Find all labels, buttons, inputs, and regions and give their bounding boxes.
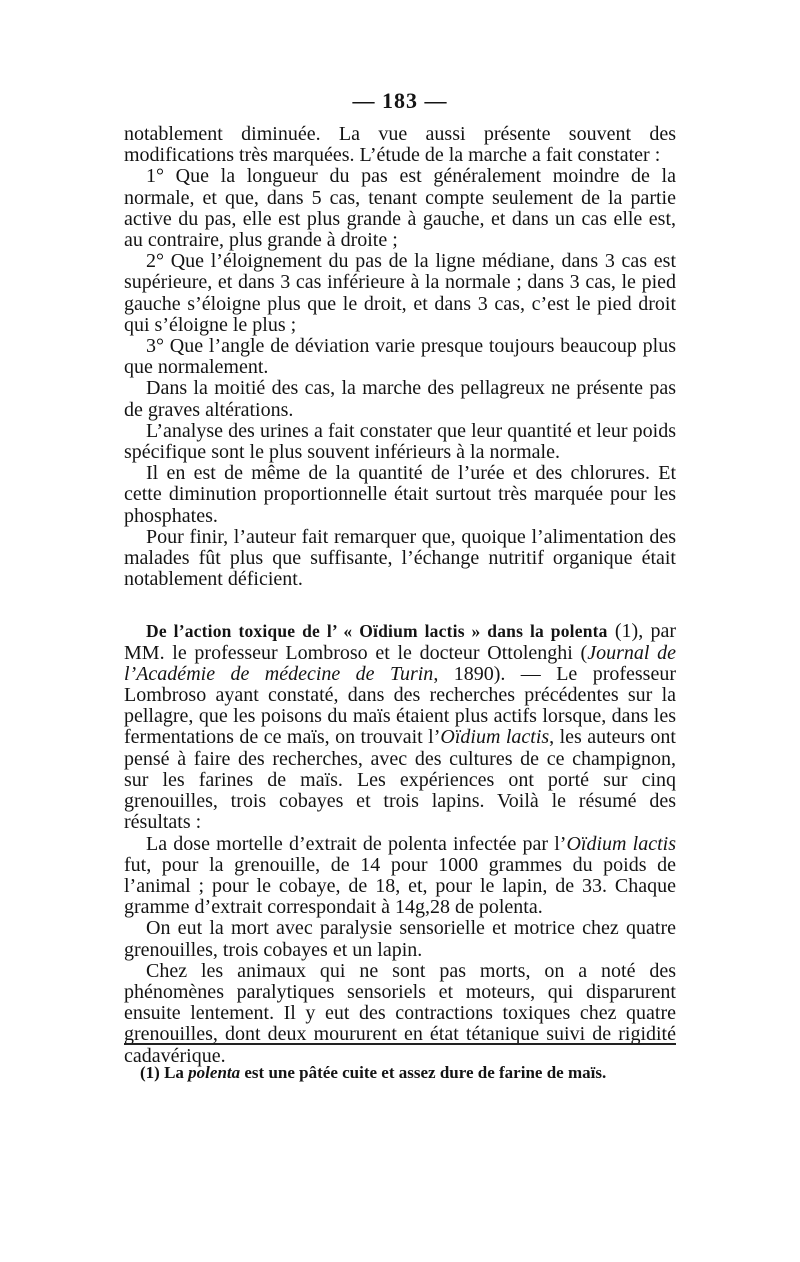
dose-text: fut, pour la grenouille, de 14 pour 1000 grammes du poids de l’animal ; pour le cobaye, de 18, et, pour le lapin, de 33. Chaque gramme d’extrait correspondait à 14g,28 de polenta. xyxy=(124,853,676,919)
footnote-text: est une pâtée cuite et assez dure de farine de maïs. xyxy=(240,1063,607,1082)
section-heading: De l’action toxique de l’ « Oïdium lactis » dans la polenta xyxy=(146,621,608,642)
footnote-rule xyxy=(124,1043,676,1045)
paragraph: 3° Que l’angle de déviation varie presque toujours beaucoup plus que normalement. xyxy=(124,335,676,379)
paragraph: Pour finir, l’auteur fait remarquer que, quoique l’alimentation des malades fût plus que suffisante, l’échange nutritif organique était notablement déficient. xyxy=(124,525,676,591)
species-name: Oïdium lactis xyxy=(566,832,676,855)
footnote-reference: (1), xyxy=(607,620,651,643)
page-number: — 183 — xyxy=(352,88,448,113)
dose-text: La dose mortelle d’extrait de polenta infectée par l’ xyxy=(146,832,567,855)
section-intro-text: par MM. le professeur Lombroso et le docteur Ottolenghi ( xyxy=(124,620,676,664)
footnote-term: polenta xyxy=(188,1063,241,1082)
paragraph: Dans la moitié des cas, la marche des pellagreux ne présente pas de graves altérations. xyxy=(124,377,676,421)
section-gap xyxy=(124,590,676,621)
body-text xyxy=(124,124,676,1067)
species-name: Oïdium lactis xyxy=(440,726,550,749)
section-intro xyxy=(124,621,676,833)
footnote xyxy=(140,1062,676,1084)
paragraph: L’analyse des urines a fait constater que leur quantité et leur poids spécifique sont le plus souvent inférieurs à la normale. xyxy=(124,419,676,464)
footnote-marker: (1) xyxy=(140,1063,160,1082)
paragraph: Il en est de même de la quantité de l’urée et des chlorures. Et cette diminution proportionnelle était surtout très marquée pour les phosphates. xyxy=(124,462,676,527)
section-intro-text: , les auteurs ont pensé à faire des recherches, avec des cultures de ce champignon, sur les farines de maïs. Les expériences ont porté sur cinq grenouilles, trois cobayes et trois lapins. Voilà le résumé des résultats : xyxy=(124,726,676,834)
paragraph-dose xyxy=(124,834,676,919)
section-intro-text: , 1890). — Le professeur Lombroso ayant constaté, dans des recherches précédentes sur la pellagre, que les poisons du maïs étaient plus actifs lorsque, dans les fermentations de ce maïs, on trouvait l’ xyxy=(124,662,676,749)
paragraph: 1° Que la longueur du pas est généralement moindre de la normale, et que, dans 5 cas, tenant compte seulement de la partie active du pas, elle est plus grande à gauche, et dans un cas elle est, au contraire, plus grande à droite ; xyxy=(124,165,676,252)
footnote-text: La xyxy=(159,1063,189,1082)
paragraph: Chez les animaux qui ne sont pas morts, on a noté des phénomènes paralytiques sensoriels et moteurs, qui disparurent ensuite lentement. Il y eut des contractions toxiques chez quatre grenouilles, dont deux moururent en état tétanique suivi de rigidité cadavérique. xyxy=(124,959,676,1067)
paragraph: On eut la mort avec paralysie sensorielle et motrice chez quatre grenouilles, trois cobayes et un lapin. xyxy=(124,917,676,961)
paragraph: notablement diminuée. La vue aussi présente souvent des modifications très marquées. L’étude de la marche a fait constater : xyxy=(124,123,676,167)
journal-title: Journal de l’Académie de médecine de Turin xyxy=(124,641,677,685)
paragraph: 2° Que l’éloignement du pas de la ligne médiane, dans 3 cas est supérieure, et dans 3 cas inférieure à la normale ; dans 3 cas, le pied gauche s’éloigne plus que le droit, et dans 3 cas, c’est le pied droit qui s’éloigne le plus ; xyxy=(124,250,676,336)
